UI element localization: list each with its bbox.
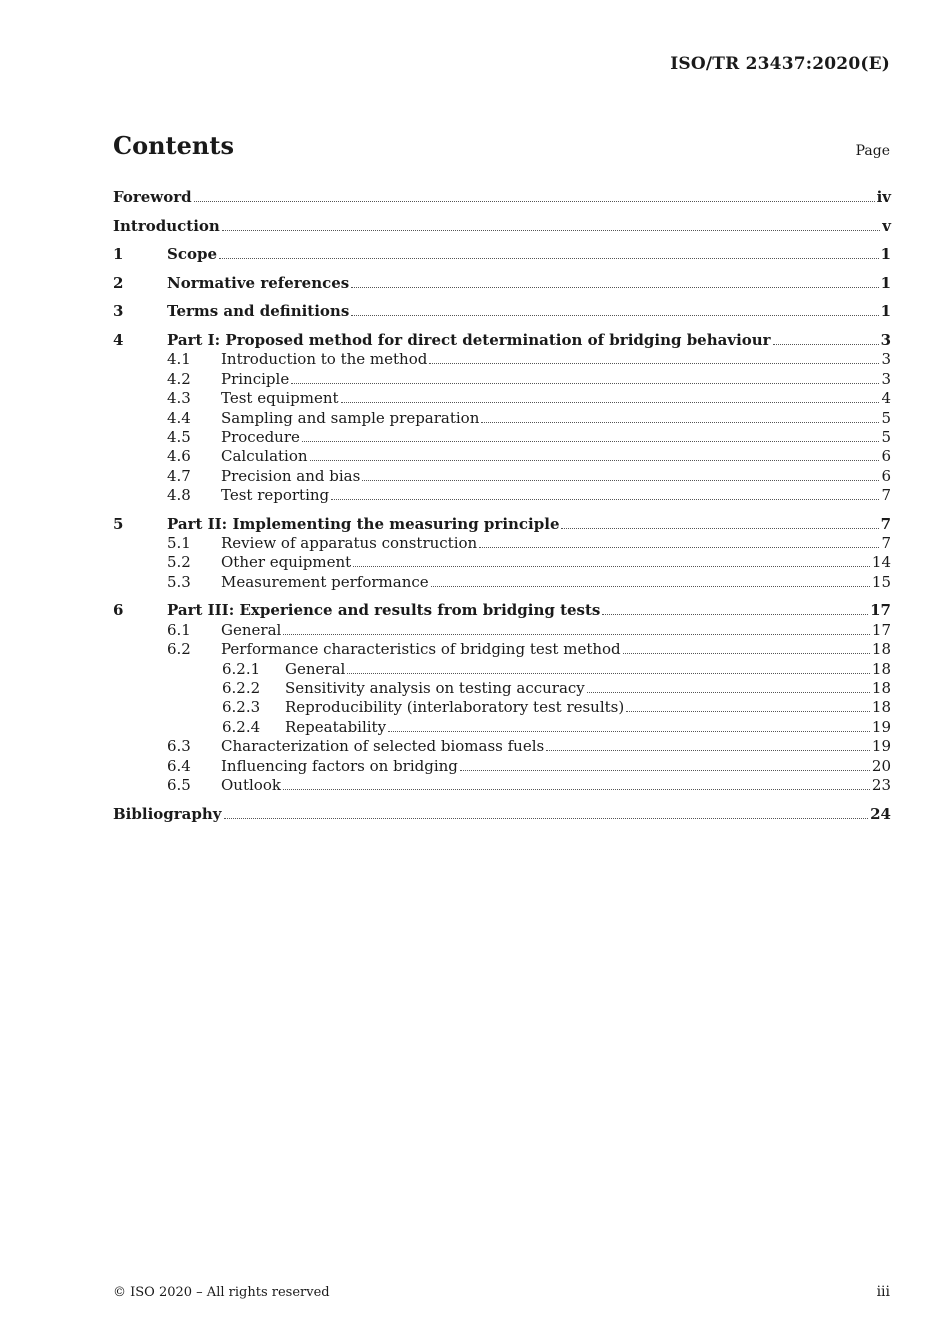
toc-entry-title: Reproducibility (interlaboratory test results)	[285, 698, 625, 717]
toc-entry-title: Normative references	[167, 273, 350, 292]
toc-dot-leader	[353, 565, 870, 567]
toc-entry-number: 5.2	[167, 553, 191, 572]
toc-entry[interactable]	[113, 737, 891, 756]
toc-entry-number: 6.5	[167, 775, 191, 794]
toc-entry-title: Precision and bias	[221, 466, 361, 485]
toc-entry-title: Measurement performance	[221, 572, 429, 591]
toc-entry-title: Review of apparatus construction	[221, 534, 478, 553]
toc-dot-leader	[626, 710, 870, 712]
toc-entry-page: 3	[880, 330, 891, 349]
toc-entry-title: Terms and definitions	[167, 302, 350, 321]
toc-entry-page: 7	[881, 534, 891, 553]
toc-entry-page: 7	[881, 486, 891, 505]
toc-entry[interactable]	[113, 553, 891, 572]
toc-dot-leader	[602, 613, 868, 615]
toc-entry-page: 19	[871, 737, 891, 756]
toc-entry-page: 23	[871, 775, 891, 794]
toc-entry[interactable]	[113, 389, 891, 408]
toc-entry-page: 5	[881, 408, 891, 427]
toc-entry[interactable]	[113, 264, 891, 293]
toc-entry-number: 3	[113, 302, 124, 321]
toc-entry-title: General	[221, 620, 282, 639]
toc-entry-page: 5	[881, 427, 891, 446]
toc-entry[interactable]	[113, 447, 891, 466]
toc-entry[interactable]	[113, 572, 891, 591]
toc-entry-number: 6.2.1	[222, 659, 261, 678]
toc-dot-leader	[479, 546, 879, 548]
toc-entry[interactable]	[113, 756, 891, 775]
toc-dot-leader	[283, 788, 870, 790]
toc-entry-page: 7	[880, 514, 891, 533]
toc-entry-page: 4	[881, 389, 891, 408]
toc-dot-leader	[347, 672, 870, 674]
toc-entry-number: 6.2.2	[222, 679, 261, 698]
toc-entry-title: Other equipment	[221, 553, 352, 572]
page-column-label: Page	[855, 143, 890, 159]
toc-entry[interactable]	[113, 207, 891, 236]
table-of-contents	[113, 185, 891, 824]
toc-entry[interactable]	[113, 236, 891, 265]
toc-dot-leader	[194, 200, 875, 202]
footer-copyright: © ISO 2020 – All rights reserved	[113, 1285, 330, 1300]
toc-entry-title: Sensitivity analysis on testing accuracy	[285, 679, 585, 698]
toc-entry[interactable]	[113, 717, 891, 736]
toc-entry-number: 6.2	[167, 640, 191, 659]
toc-entry-title: Procedure	[221, 427, 300, 446]
toc-entry-page: 18	[871, 659, 891, 678]
toc-dot-leader	[773, 343, 879, 345]
toc-entry-number: 4.5	[167, 427, 191, 446]
toc-entry[interactable]	[113, 350, 891, 369]
toc-entry[interactable]	[113, 698, 891, 717]
document-id: ISO/TR 23437:2020(E)	[670, 54, 890, 74]
toc-entry-title: Scope	[167, 245, 218, 264]
toc-entry-title: Bibliography	[113, 804, 222, 823]
toc-entry-number: 4.3	[167, 389, 191, 408]
toc-entry-number: 6.3	[167, 737, 191, 756]
toc-entry-title: Performance characteristics of bridging test method	[221, 640, 621, 659]
toc-entry-page: v	[882, 216, 891, 235]
toc-entry[interactable]	[113, 795, 891, 824]
toc-dot-leader	[351, 314, 878, 316]
toc-entry-number: 4.2	[167, 369, 191, 388]
toc-dot-leader	[388, 730, 870, 732]
toc-entry[interactable]	[113, 321, 891, 350]
toc-entry-page: 15	[871, 572, 891, 591]
toc-entry-page: 1	[880, 302, 891, 321]
toc-dot-leader	[310, 459, 880, 461]
toc-dot-leader	[351, 286, 878, 288]
toc-dot-leader	[283, 633, 870, 635]
toc-entry-number: 4.4	[167, 408, 191, 427]
toc-entry[interactable]	[113, 592, 891, 621]
toc-entry-title: Repeatability	[285, 717, 387, 736]
toc-entry-number: 2	[113, 273, 124, 292]
toc-entry-page: 20	[871, 756, 891, 775]
toc-entry[interactable]	[113, 293, 891, 322]
toc-dot-leader	[481, 421, 879, 423]
toc-entry-page: 18	[871, 679, 891, 698]
toc-entry-number: 4.6	[167, 447, 191, 466]
toc-entry-page: 6	[881, 466, 891, 485]
toc-entry-number: 5	[113, 514, 124, 533]
toc-entry[interactable]	[113, 659, 891, 678]
toc-entry-title: Characterization of selected biomass fuels	[221, 737, 545, 756]
toc-dot-leader	[219, 257, 879, 259]
toc-entry-page: 17	[870, 601, 891, 620]
toc-dot-leader	[362, 479, 879, 481]
toc-entry[interactable]	[113, 408, 891, 427]
toc-entry-title: Influencing factors on bridging	[221, 756, 458, 775]
toc-entry-title: Introduction to the method	[221, 350, 428, 369]
toc-entry-title: Calculation	[221, 447, 308, 466]
toc-entry[interactable]	[113, 428, 891, 447]
toc-entry-title: Foreword	[113, 188, 192, 206]
toc-dot-leader	[302, 440, 880, 442]
toc-entry[interactable]	[113, 679, 891, 698]
toc-entry-number: 4.1	[167, 350, 191, 369]
toc-entry-title: Part III: Experience and results from bridging tests	[167, 601, 601, 620]
toc-entry-title: Outlook	[221, 775, 281, 794]
toc-entry[interactable]	[113, 185, 891, 207]
toc-dot-leader	[587, 691, 870, 693]
toc-entry-number: 5.3	[167, 572, 191, 591]
toc-entry-title: Test reporting	[221, 486, 330, 505]
toc-entry-number: 6.2.4	[222, 717, 261, 736]
toc-dot-leader	[623, 652, 870, 654]
toc-dot-leader	[431, 585, 870, 587]
toc-dot-leader	[460, 769, 870, 771]
toc-entry[interactable]	[113, 505, 891, 534]
toc-entry-page: 6	[881, 447, 891, 466]
toc-entry-number: 1	[113, 245, 124, 264]
toc-entry[interactable]	[113, 776, 891, 795]
toc-dot-leader	[224, 817, 869, 819]
toc-dot-leader	[561, 527, 878, 529]
toc-dot-leader	[546, 749, 870, 751]
toc-entry-page: 24	[870, 804, 891, 823]
toc-entry[interactable]	[113, 486, 891, 505]
toc-entry[interactable]	[113, 369, 891, 388]
toc-entry-title: Part II: Implementing the measuring principle	[167, 514, 560, 533]
toc-entry-number: 6.1	[167, 620, 191, 639]
toc-entry-page: 1	[880, 245, 891, 264]
toc-entry[interactable]	[113, 534, 891, 553]
toc-entry-title: Principle	[221, 369, 290, 388]
toc-dot-leader	[291, 382, 879, 384]
toc-entry-title: General	[285, 659, 346, 678]
toc-entry-title: Introduction	[113, 216, 220, 235]
toc-entry[interactable]	[113, 466, 891, 485]
toc-entry-number: 5.1	[167, 534, 191, 553]
toc-entry-page: 18	[871, 698, 891, 717]
toc-entry-page: 18	[871, 640, 891, 659]
toc-entry-title: Part I: Proposed method for direct determination of bridging behaviour	[167, 330, 771, 349]
toc-entry-page: 17	[871, 620, 891, 639]
toc-entry-page: 3	[881, 369, 891, 388]
toc-entry-number: 4	[113, 330, 124, 349]
toc-entry-number: 6.2.3	[222, 698, 261, 717]
toc-entry-page: 3	[881, 350, 891, 369]
toc-entry-title: Test equipment	[221, 389, 339, 408]
toc-entry-page: 14	[871, 553, 891, 572]
toc-entry-title: Sampling and sample preparation	[221, 408, 480, 427]
toc-entry[interactable]	[113, 620, 891, 639]
toc-entry-page: 19	[871, 717, 891, 736]
toc-dot-leader	[331, 498, 879, 500]
toc-dot-leader	[341, 401, 880, 403]
toc-dot-leader	[222, 229, 880, 231]
toc-entry-page: 1	[880, 273, 891, 292]
toc-entry[interactable]	[113, 640, 891, 659]
toc-entry-number: 6.4	[167, 756, 191, 775]
toc-entry-page: iv	[876, 188, 891, 206]
toc-dot-leader	[429, 362, 879, 364]
toc-entry-number: 4.8	[167, 486, 191, 505]
footer-page-number: iii	[876, 1284, 890, 1300]
page-title: Contents	[113, 131, 234, 160]
toc-entry-number: 6	[113, 601, 124, 620]
toc-entry-number: 4.7	[167, 466, 191, 485]
